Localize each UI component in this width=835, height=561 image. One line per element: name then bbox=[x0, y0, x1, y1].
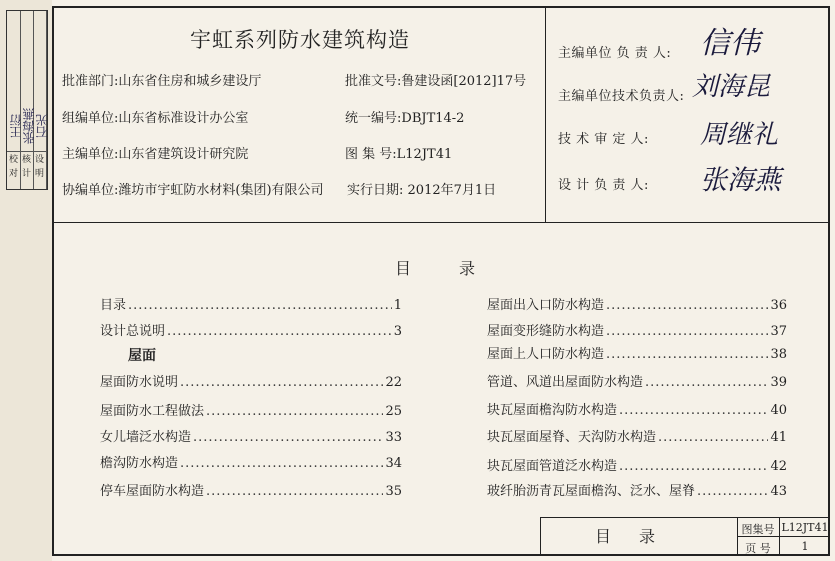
review-signature: 石光 bbox=[35, 114, 49, 138]
review-col-1 bbox=[7, 11, 21, 189]
review-role: 明 bbox=[34, 169, 44, 179]
compile-unit: 组编单位:山东省标准设计办公室 bbox=[62, 111, 249, 126]
toc-item[interactable]: 管道、风道出屋面防水构造 ..... 39 bbox=[487, 371, 787, 390]
atlas-title: 宇虹系列防水建筑构造 bbox=[190, 28, 410, 52]
toc-item[interactable]: 屋面上人口防水构造 ..... 38 bbox=[487, 343, 787, 362]
chief-unit: 主编单位:山东省建筑设计研究院 bbox=[62, 147, 249, 162]
toc-item[interactable]: 屋面出入口防水构造 ..... 36 bbox=[487, 294, 787, 313]
atlas-no-label: 图集号 bbox=[741, 523, 775, 536]
review-role: 计 bbox=[21, 169, 31, 179]
toc-section-roof: 屋面 bbox=[128, 348, 156, 364]
title-block bbox=[540, 517, 830, 556]
page-no-label: 页 号 bbox=[745, 542, 771, 555]
unified-no: 统一编号:DBJT14-2 bbox=[345, 111, 465, 126]
toc-item[interactable]: 檐沟防水构造 ..... 34 bbox=[100, 452, 402, 471]
review-role: 对 bbox=[8, 169, 18, 179]
title-block-name: 目录 bbox=[594, 527, 683, 546]
signature-chief: 信伟 bbox=[700, 26, 760, 61]
effective-date: 实行日期: 2012年7月1日 bbox=[347, 183, 497, 198]
signature-design: 张海燕 bbox=[700, 165, 781, 196]
toc-item[interactable]: 块瓦屋面管道泛水构造 ..... 42 bbox=[487, 455, 787, 474]
signature-tech: 刘海昆 bbox=[692, 72, 771, 102]
review-col-3 bbox=[33, 11, 47, 189]
binding-footer bbox=[6, 517, 52, 556]
atlas-no: 图 集 号:L12JT41 bbox=[345, 147, 453, 162]
review-label: 校 bbox=[8, 155, 18, 165]
toc-item[interactable]: 目录 ..... 1 bbox=[100, 294, 402, 313]
review-divider bbox=[7, 151, 47, 152]
toc-item[interactable]: 设计总说明 ..... 3 bbox=[100, 320, 402, 339]
toc-title: 目录 bbox=[395, 259, 524, 278]
toc-item[interactable]: 屋面防水工程做法 ..... 25 bbox=[100, 400, 402, 419]
signature-review: 周继礼 bbox=[700, 120, 779, 150]
page-no-value: 1 bbox=[801, 540, 809, 553]
header-divider bbox=[52, 222, 830, 223]
sign-label-review: 技 术 审 定 人: bbox=[558, 132, 649, 147]
sign-label-tech: 主编单位技术负责人: bbox=[558, 89, 685, 104]
toc-item[interactable]: 屋面变形缝防水构造 ..... 37 bbox=[487, 320, 787, 339]
header-vertical-divider bbox=[545, 6, 546, 222]
review-table bbox=[6, 10, 48, 190]
approval-dept: 批准部门:山东省住房和城乡建设厅 bbox=[62, 74, 262, 89]
sign-label-design: 设 计 负 责 人: bbox=[558, 178, 649, 193]
co-compile-unit: 协编单位:潍坊市宇虹防水材料(集团)有限公司 bbox=[62, 183, 324, 198]
approval-doc-no: 批准文号:鲁建设函[2012]17号 bbox=[345, 74, 527, 89]
toc-item[interactable]: 女儿墙泛水构造 ..... 33 bbox=[100, 426, 402, 445]
toc-item[interactable]: 玻纤胎沥青瓦屋面檐沟、泛水、屋脊 ..... 43 bbox=[487, 480, 787, 499]
review-signature: 王衍 bbox=[9, 114, 23, 138]
sign-label-chief: 主编单位 负 责 人: bbox=[558, 46, 672, 61]
toc-item[interactable]: 块瓦屋面屋脊、天沟防水构造 ..... 41 bbox=[487, 426, 787, 445]
review-signature: 张海燕 bbox=[22, 108, 36, 144]
toc-item[interactable]: 块瓦屋面檐沟防水构造 ..... 40 bbox=[487, 399, 787, 418]
toc-item[interactable]: 停车屋面防水构造 ..... 35 bbox=[100, 480, 402, 499]
review-col-2 bbox=[20, 11, 34, 189]
toc-item[interactable]: 屋面防水说明 ..... 22 bbox=[100, 371, 402, 390]
review-label: 核 bbox=[21, 155, 31, 165]
atlas-no-value: L12JT41 bbox=[781, 521, 829, 534]
review-label: 设 bbox=[34, 155, 44, 165]
